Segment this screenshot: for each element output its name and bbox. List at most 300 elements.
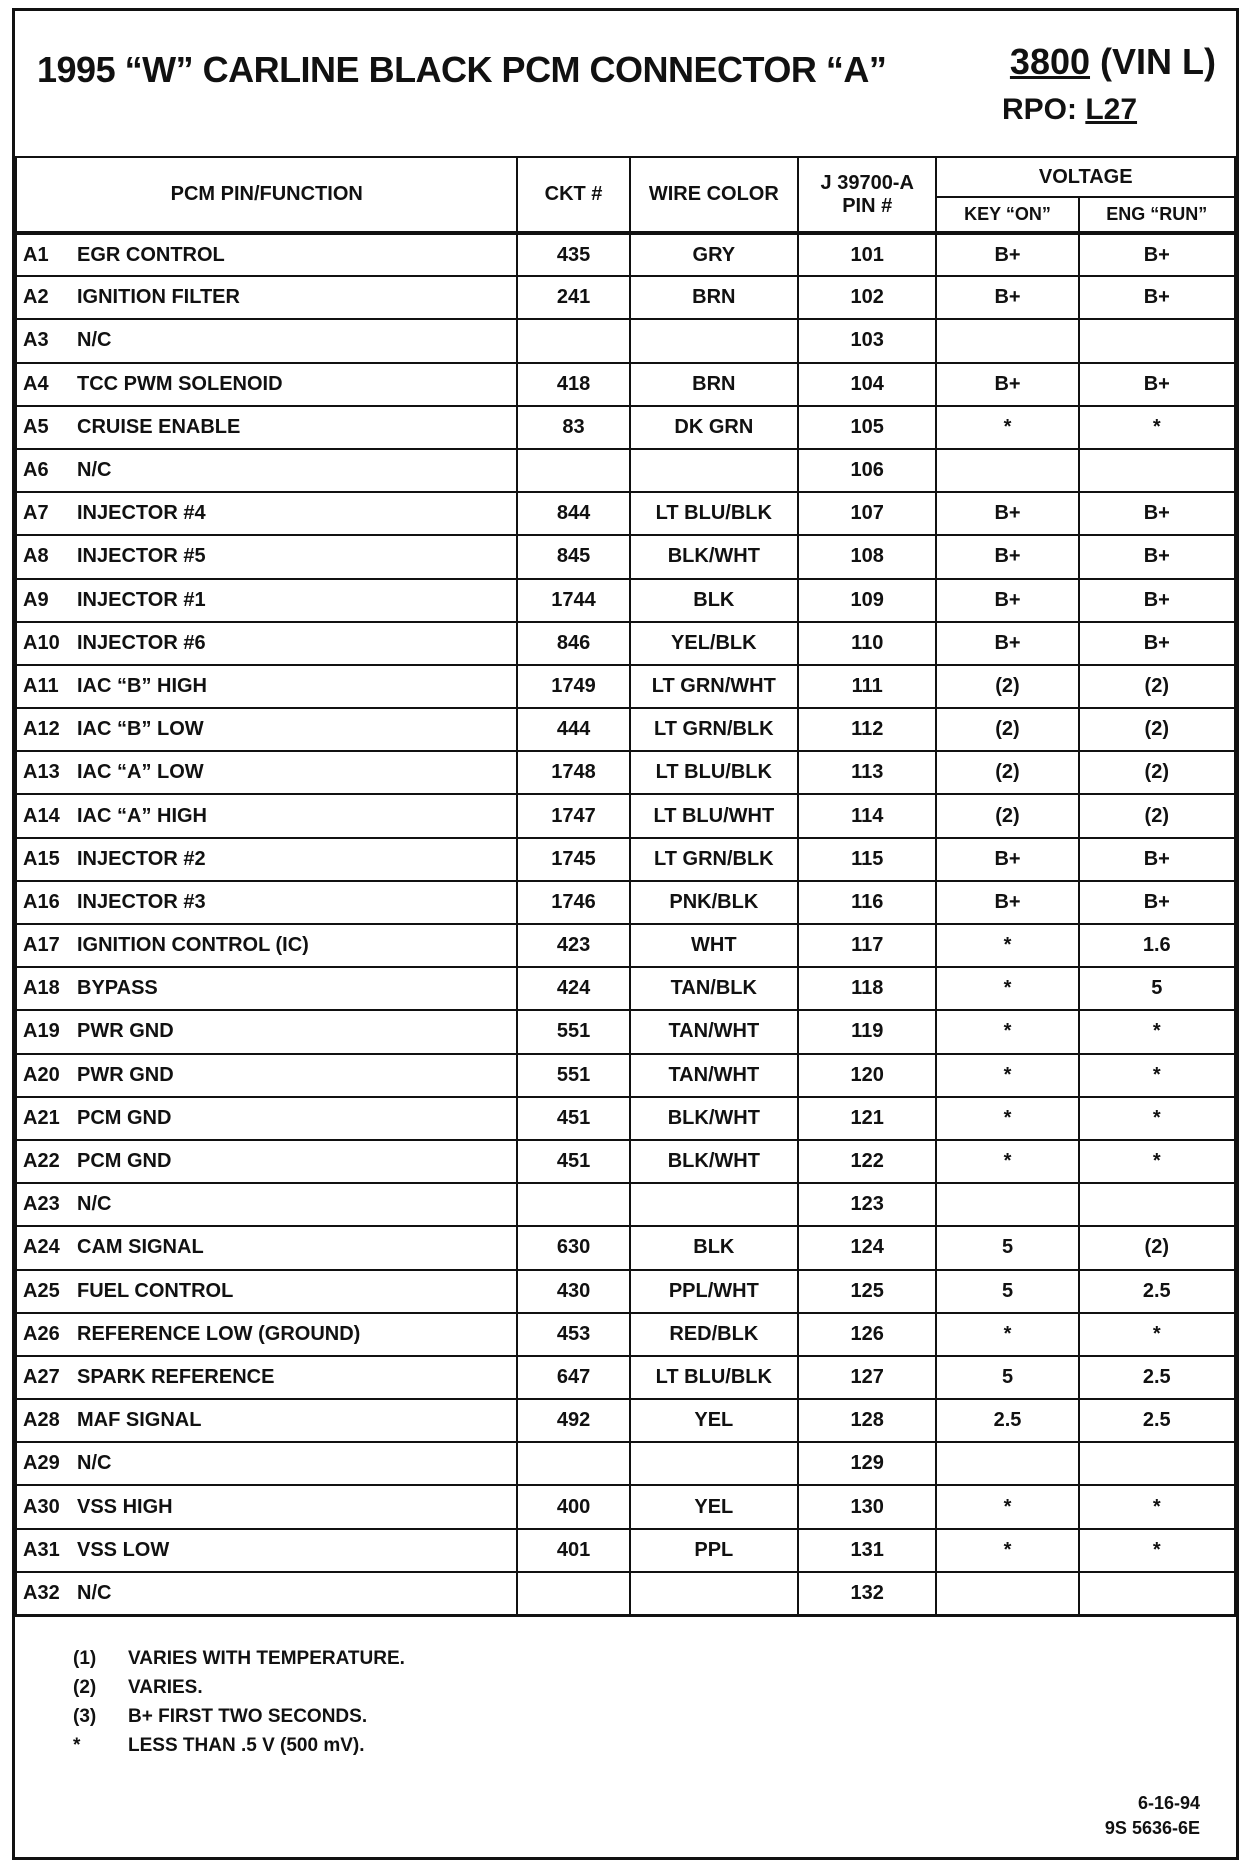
wire-color-cell: BLK/WHT	[630, 535, 798, 578]
pin-id: A6	[23, 459, 49, 482]
eng-run-voltage-cell: *	[1079, 1140, 1235, 1183]
pin-id: A7	[23, 502, 49, 525]
eng-run-voltage-cell: 2.5	[1079, 1399, 1235, 1442]
tool-pin-cell: 111	[798, 665, 936, 708]
pin-id: A8	[23, 545, 49, 568]
ckt-cell: 630	[517, 1226, 629, 1269]
note-marker: (1)	[73, 1648, 97, 1669]
key-on-voltage-cell: *	[936, 924, 1078, 967]
wire-color-cell: BLK	[630, 1226, 798, 1269]
wire-color-cell: YEL	[630, 1485, 798, 1528]
pin-function-cell	[16, 1313, 517, 1356]
tool-pin-cell: 127	[798, 1356, 936, 1399]
eng-run-voltage-cell: (2)	[1079, 665, 1235, 708]
key-on-voltage-cell: 2.5	[936, 1399, 1078, 1442]
table-row	[16, 1572, 1235, 1615]
pin-id: A25	[23, 1279, 60, 1302]
pin-id: A20	[23, 1063, 60, 1086]
table-row	[16, 1313, 1235, 1356]
wire-color-cell: LT BLU/WHT	[630, 794, 798, 837]
ckt-cell: 492	[517, 1399, 629, 1442]
pin-function-cell	[16, 579, 517, 622]
tool-pin-cell: 108	[798, 535, 936, 578]
key-on-voltage-cell: *	[936, 1140, 1078, 1183]
pin-table	[15, 156, 1236, 1617]
pin-function: N/C	[77, 1452, 112, 1475]
pin-function-cell	[16, 1183, 517, 1226]
pin-id: A21	[23, 1106, 60, 1129]
eng-run-voltage-cell	[1079, 1572, 1235, 1615]
tool-pin-cell: 101	[798, 233, 936, 276]
pin-function-cell	[16, 1054, 517, 1097]
document-frame	[12, 8, 1239, 1860]
rpo-label	[1002, 93, 1137, 127]
tool-pin-cell: 125	[798, 1270, 936, 1313]
engine-vin: (VIN L)	[1090, 41, 1216, 82]
pin-id: A9	[23, 588, 49, 611]
header-tool-pin-line1: J 39700-A	[820, 171, 914, 194]
ckt-cell: 1744	[517, 579, 629, 622]
pin-function: VSS LOW	[77, 1538, 170, 1561]
ckt-cell: 451	[517, 1140, 629, 1183]
key-on-voltage-cell: B+	[936, 233, 1078, 276]
tool-pin-cell: 126	[798, 1313, 936, 1356]
key-on-voltage-cell: (2)	[936, 794, 1078, 837]
table-row	[16, 492, 1235, 535]
pin-function: PCM GND	[77, 1106, 172, 1129]
key-on-voltage-cell	[936, 1442, 1078, 1485]
pin-function-cell	[16, 1140, 517, 1183]
header-ckt: CKT #	[517, 157, 629, 233]
rpo-prefix: RPO:	[1002, 93, 1086, 126]
key-on-voltage-cell	[936, 449, 1078, 492]
header-wire-color: WIRE COLOR	[630, 157, 798, 233]
ckt-cell: 418	[517, 363, 629, 406]
wire-color-cell: TAN/WHT	[630, 1054, 798, 1097]
table-row	[16, 363, 1235, 406]
ckt-cell: 551	[517, 1054, 629, 1097]
note-text: B+ FIRST TWO SECONDS.	[128, 1706, 368, 1727]
key-on-voltage-cell: *	[936, 406, 1078, 449]
header-function: PCM PIN/FUNCTION	[16, 157, 517, 233]
notes	[73, 1648, 405, 1764]
wire-color-cell: LT BLU/BLK	[630, 1356, 798, 1399]
wire-color-cell: BLK/WHT	[630, 1097, 798, 1140]
key-on-voltage-cell	[936, 319, 1078, 362]
ckt-cell: 844	[517, 492, 629, 535]
table-row	[16, 406, 1235, 449]
eng-run-voltage-cell: B+	[1079, 622, 1235, 665]
pin-function: REFERENCE LOW (GROUND)	[77, 1322, 361, 1345]
wire-color-cell: BLK/WHT	[630, 1140, 798, 1183]
ckt-cell: 647	[517, 1356, 629, 1399]
eng-run-voltage-cell	[1079, 1442, 1235, 1485]
table-row	[16, 1399, 1235, 1442]
pin-function: PWR GND	[77, 1063, 174, 1086]
pin-id: A23	[23, 1193, 60, 1216]
ckt-cell: 423	[517, 924, 629, 967]
key-on-voltage-cell: B+	[936, 276, 1078, 319]
wire-color-cell: LT GRN/WHT	[630, 665, 798, 708]
tool-pin-cell: 109	[798, 579, 936, 622]
eng-run-voltage-cell	[1079, 319, 1235, 362]
pin-function-cell	[16, 622, 517, 665]
note	[73, 1677, 405, 1706]
eng-run-voltage-cell: 2.5	[1079, 1270, 1235, 1313]
table-row	[16, 838, 1235, 881]
table-row	[16, 1485, 1235, 1528]
eng-run-voltage-cell: *	[1079, 1313, 1235, 1356]
wire-color-cell: RED/BLK	[630, 1313, 798, 1356]
key-on-voltage-cell	[936, 1572, 1078, 1615]
ckt-cell: 845	[517, 535, 629, 578]
pin-id: A28	[23, 1409, 60, 1432]
wire-color-cell: BLK	[630, 579, 798, 622]
tool-pin-cell: 119	[798, 1010, 936, 1053]
tool-pin-cell: 124	[798, 1226, 936, 1269]
tool-pin-cell: 131	[798, 1529, 936, 1572]
ckt-cell	[517, 1572, 629, 1615]
table-row	[16, 1442, 1235, 1485]
key-on-voltage-cell: B+	[936, 492, 1078, 535]
table-row	[16, 535, 1235, 578]
table-row	[16, 1226, 1235, 1269]
document-number: 9S 5636-6E	[1104, 1818, 1200, 1839]
tool-pin-cell: 105	[798, 406, 936, 449]
ckt-cell: 846	[517, 622, 629, 665]
wire-color-cell: BRN	[630, 363, 798, 406]
wire-color-cell	[630, 1572, 798, 1615]
pin-function: N/C	[77, 1193, 112, 1216]
ckt-cell: 551	[517, 1010, 629, 1053]
table-row	[16, 319, 1235, 362]
pin-function: FUEL CONTROL	[77, 1279, 234, 1302]
note	[73, 1706, 405, 1735]
ckt-cell: 424	[517, 967, 629, 1010]
pin-function-cell	[16, 967, 517, 1010]
pin-id: A17	[23, 934, 60, 957]
pin-id: A24	[23, 1236, 60, 1259]
pin-function: IAC “B” HIGH	[77, 674, 207, 697]
pin-function-cell	[16, 535, 517, 578]
note-text: VARIES WITH TEMPERATURE.	[128, 1648, 405, 1669]
wire-color-cell: LT GRN/BLK	[630, 838, 798, 881]
wire-color-cell: LT BLU/BLK	[630, 492, 798, 535]
wire-color-cell: YEL	[630, 1399, 798, 1442]
pin-function-cell	[16, 1572, 517, 1615]
note-marker: *	[73, 1735, 81, 1756]
pin-id: A26	[23, 1322, 60, 1345]
table-row	[16, 1010, 1235, 1053]
header-tool-pin-line2: PIN #	[842, 194, 893, 217]
eng-run-voltage-cell: *	[1079, 1097, 1235, 1140]
pin-id: A5	[23, 415, 49, 438]
pin-function: CRUISE ENABLE	[77, 415, 241, 438]
tool-pin-cell: 123	[798, 1183, 936, 1226]
tool-pin-cell: 129	[798, 1442, 936, 1485]
table-row	[16, 1529, 1235, 1572]
document-title: 1995 “W” CARLINE BLACK PCM CONNECTOR “A”	[37, 49, 887, 90]
pin-id: A29	[23, 1452, 60, 1475]
key-on-voltage-cell: *	[936, 1054, 1078, 1097]
tool-pin-cell: 115	[798, 838, 936, 881]
pin-function-cell	[16, 449, 517, 492]
header-eng-run: ENG “RUN”	[1079, 197, 1235, 233]
key-on-voltage-cell: 5	[936, 1226, 1078, 1269]
tool-pin-cell: 112	[798, 708, 936, 751]
pin-function: N/C	[77, 329, 112, 352]
tool-pin-cell: 121	[798, 1097, 936, 1140]
note-text: LESS THAN .5 V (500 mV).	[128, 1735, 365, 1756]
table-row	[16, 751, 1235, 794]
pin-id: A19	[23, 1020, 60, 1043]
key-on-voltage-cell: B+	[936, 363, 1078, 406]
eng-run-voltage-cell: *	[1079, 1485, 1235, 1528]
pin-function: INJECTOR #5	[77, 545, 206, 568]
tool-pin-cell: 113	[798, 751, 936, 794]
pin-function-cell	[16, 794, 517, 837]
tool-pin-cell: 104	[798, 363, 936, 406]
wire-color-cell	[630, 1442, 798, 1485]
wire-color-cell: GRY	[630, 233, 798, 276]
pin-id: A3	[23, 329, 49, 352]
pin-function-cell	[16, 881, 517, 924]
key-on-voltage-cell: B+	[936, 881, 1078, 924]
pin-function: N/C	[77, 1581, 112, 1604]
ckt-cell: 1749	[517, 665, 629, 708]
wire-color-cell: WHT	[630, 924, 798, 967]
pin-function: INJECTOR #3	[77, 890, 206, 913]
pin-function: EGR CONTROL	[77, 243, 225, 266]
ckt-cell: 444	[517, 708, 629, 751]
pin-function: CAM SIGNAL	[77, 1236, 204, 1259]
pin-function: IGNITION CONTROL (IC)	[77, 934, 309, 957]
pin-function-cell	[16, 708, 517, 751]
document-stamp	[1105, 1791, 1200, 1841]
wire-color-cell	[630, 449, 798, 492]
ckt-cell	[517, 1442, 629, 1485]
tool-pin-cell: 102	[798, 276, 936, 319]
eng-run-voltage-cell: (2)	[1079, 708, 1235, 751]
wire-color-cell	[630, 319, 798, 362]
pin-id: A1	[23, 243, 49, 266]
pin-function-cell	[16, 1529, 517, 1572]
ckt-cell: 1746	[517, 881, 629, 924]
ckt-cell: 1747	[517, 794, 629, 837]
pin-id: A18	[23, 977, 60, 1000]
eng-run-voltage-cell: B+	[1079, 363, 1235, 406]
note	[73, 1735, 405, 1764]
table-row	[16, 924, 1235, 967]
key-on-voltage-cell: (2)	[936, 751, 1078, 794]
pin-function-cell	[16, 1270, 517, 1313]
ckt-cell	[517, 319, 629, 362]
pin-function-cell	[16, 665, 517, 708]
note-marker: (2)	[73, 1677, 97, 1698]
pin-id: A13	[23, 761, 60, 784]
eng-run-voltage-cell	[1079, 1183, 1235, 1226]
ckt-cell: 453	[517, 1313, 629, 1356]
wire-color-cell: DK GRN	[630, 406, 798, 449]
key-on-voltage-cell: B+	[936, 838, 1078, 881]
pin-function-cell	[16, 1442, 517, 1485]
pin-function: INJECTOR #4	[77, 502, 206, 525]
table-row	[16, 1140, 1235, 1183]
rpo-value: L27	[1085, 93, 1138, 126]
key-on-voltage-cell: B+	[936, 579, 1078, 622]
key-on-voltage-cell: *	[936, 1097, 1078, 1140]
wire-color-cell: TAN/WHT	[630, 1010, 798, 1053]
eng-run-voltage-cell: 1.6	[1079, 924, 1235, 967]
wire-color-cell: YEL/BLK	[630, 622, 798, 665]
table-row	[16, 665, 1235, 708]
pin-id: A27	[23, 1365, 60, 1388]
key-on-voltage-cell: (2)	[936, 708, 1078, 751]
eng-run-voltage-cell: B+	[1079, 535, 1235, 578]
key-on-voltage-cell: B+	[936, 622, 1078, 665]
header-key-on: KEY “ON”	[936, 197, 1078, 233]
tool-pin-cell: 116	[798, 881, 936, 924]
key-on-voltage-cell: *	[936, 967, 1078, 1010]
pin-function: IAC “B” LOW	[77, 718, 204, 741]
eng-run-voltage-cell: 2.5	[1079, 1356, 1235, 1399]
ckt-cell: 1745	[517, 838, 629, 881]
ckt-cell: 435	[517, 233, 629, 276]
pin-id: A16	[23, 890, 60, 913]
tool-pin-cell: 128	[798, 1399, 936, 1442]
wire-color-cell: PPL	[630, 1529, 798, 1572]
ckt-cell: 451	[517, 1097, 629, 1140]
pin-function: INJECTOR #2	[77, 847, 206, 870]
key-on-voltage-cell: *	[936, 1529, 1078, 1572]
table-row	[16, 233, 1235, 276]
pin-function: MAF SIGNAL	[77, 1409, 202, 1432]
eng-run-voltage-cell: *	[1079, 406, 1235, 449]
key-on-voltage-cell: *	[936, 1313, 1078, 1356]
pin-id: A4	[23, 372, 49, 395]
pin-function-cell	[16, 276, 517, 319]
pin-function: TCC PWM SOLENOID	[77, 372, 283, 395]
document-date: 6-16-94	[1137, 1793, 1200, 1813]
tool-pin-cell: 130	[798, 1485, 936, 1528]
ckt-cell	[517, 1183, 629, 1226]
table-row	[16, 579, 1235, 622]
eng-run-voltage-cell: (2)	[1079, 794, 1235, 837]
note-marker: (3)	[73, 1706, 97, 1727]
wire-color-cell: PNK/BLK	[630, 881, 798, 924]
ckt-cell: 430	[517, 1270, 629, 1313]
eng-run-voltage-cell: (2)	[1079, 1226, 1235, 1269]
tool-pin-cell: 122	[798, 1140, 936, 1183]
table-row	[16, 1097, 1235, 1140]
pin-id: A12	[23, 718, 60, 741]
ckt-cell: 83	[517, 406, 629, 449]
eng-run-voltage-cell: B+	[1079, 492, 1235, 535]
pin-rows	[16, 233, 1235, 1615]
ckt-cell: 1748	[517, 751, 629, 794]
key-on-voltage-cell: B+	[936, 535, 1078, 578]
pin-function-cell	[16, 751, 517, 794]
pin-id: A32	[23, 1581, 60, 1604]
title-block	[15, 11, 1236, 156]
pin-function-cell	[16, 406, 517, 449]
ckt-cell: 400	[517, 1485, 629, 1528]
wire-color-cell: BRN	[630, 276, 798, 319]
wire-color-cell: PPL/WHT	[630, 1270, 798, 1313]
header-voltage: VOLTAGE	[936, 157, 1235, 197]
table-row	[16, 1183, 1235, 1226]
pin-function-cell	[16, 1097, 517, 1140]
wire-color-cell: LT BLU/BLK	[630, 751, 798, 794]
eng-run-voltage-cell: (2)	[1079, 751, 1235, 794]
pin-function: N/C	[77, 459, 112, 482]
tool-pin-cell: 120	[798, 1054, 936, 1097]
key-on-voltage-cell: 5	[936, 1356, 1078, 1399]
pin-id: A30	[23, 1495, 60, 1518]
table-row	[16, 1054, 1235, 1097]
pin-function: PWR GND	[77, 1020, 174, 1043]
ckt-cell: 241	[517, 276, 629, 319]
header-tool-pin	[798, 157, 936, 233]
eng-run-voltage-cell: *	[1079, 1054, 1235, 1097]
tool-pin-cell: 110	[798, 622, 936, 665]
table-row	[16, 276, 1235, 319]
table-row	[16, 881, 1235, 924]
eng-run-voltage-cell: *	[1079, 1010, 1235, 1053]
table-row	[16, 449, 1235, 492]
eng-run-voltage-cell: B+	[1079, 276, 1235, 319]
pin-function-cell	[16, 233, 517, 276]
table-row	[16, 794, 1235, 837]
pin-function: IAC “A” HIGH	[77, 804, 207, 827]
note-text: VARIES.	[128, 1677, 203, 1698]
note	[73, 1648, 405, 1677]
tool-pin-cell: 107	[798, 492, 936, 535]
tool-pin-cell: 114	[798, 794, 936, 837]
pin-function: IGNITION FILTER	[77, 286, 240, 309]
pin-function: PCM GND	[77, 1150, 172, 1173]
pin-function: BYPASS	[77, 977, 158, 1000]
wire-color-cell: LT GRN/BLK	[630, 708, 798, 751]
table-row	[16, 1356, 1235, 1399]
pin-function: SPARK REFERENCE	[77, 1365, 275, 1388]
eng-run-voltage-cell: B+	[1079, 881, 1235, 924]
wire-color-cell	[630, 1183, 798, 1226]
pin-id: A11	[23, 674, 59, 697]
pin-id: A14	[23, 804, 60, 827]
ckt-cell: 401	[517, 1529, 629, 1572]
engine-label	[1010, 41, 1216, 83]
key-on-voltage-cell: *	[936, 1485, 1078, 1528]
pin-id: A31	[23, 1538, 60, 1561]
key-on-voltage-cell: 5	[936, 1270, 1078, 1313]
tool-pin-cell: 132	[798, 1572, 936, 1615]
pin-function: INJECTOR #6	[77, 631, 206, 654]
pin-function-cell	[16, 1399, 517, 1442]
wire-color-cell: TAN/BLK	[630, 967, 798, 1010]
table-row	[16, 967, 1235, 1010]
key-on-voltage-cell	[936, 1183, 1078, 1226]
table-row	[16, 1270, 1235, 1313]
pin-function-cell	[16, 492, 517, 535]
pin-id: A15	[23, 847, 60, 870]
pin-id: A10	[23, 631, 60, 654]
key-on-voltage-cell: (2)	[936, 665, 1078, 708]
pin-function: IAC “A” LOW	[77, 761, 204, 784]
pin-function-cell	[16, 363, 517, 406]
eng-run-voltage-cell: *	[1079, 1529, 1235, 1572]
pin-function: VSS HIGH	[77, 1495, 173, 1518]
